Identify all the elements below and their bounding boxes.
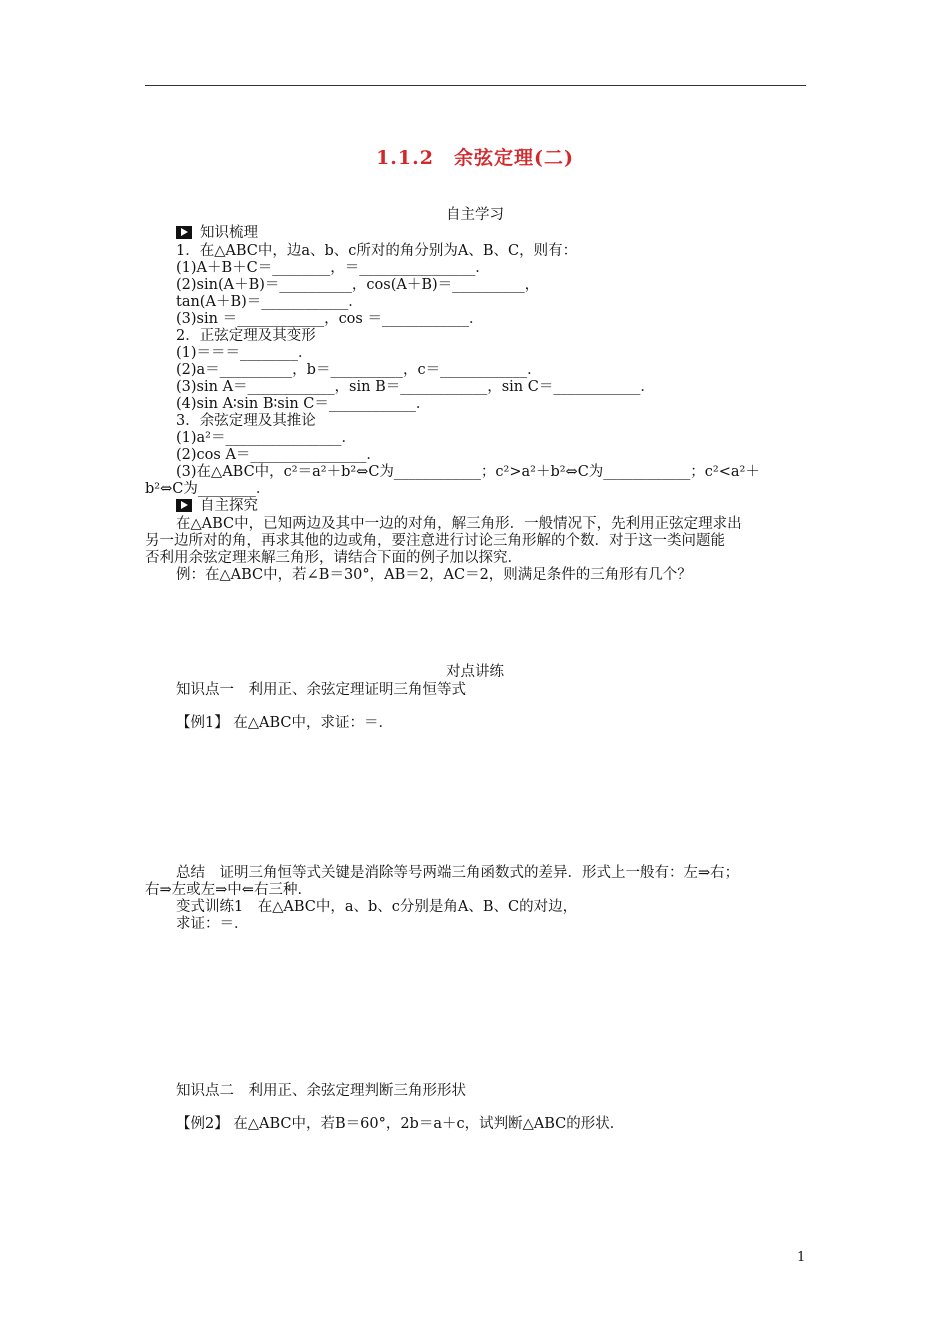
section-heading-zizhu: 自主学习 (446, 207, 504, 223)
paragraph-line: 另一边所对的角，再求其他的边或角，要注意进行讨论三角形解的个数．对于这一类问题能 (145, 533, 725, 549)
text-line: tan(A＋B)＝____________． (176, 294, 363, 310)
paragraph-line: 否利用余弦定理来解三角形，请结合下面的例子加以探究． (145, 550, 522, 566)
page-title: 1.1.2 余弦定理(二) (376, 147, 574, 169)
text-line: (1)a²＝________________． (176, 430, 356, 446)
text-line: 1．在△ABC中，边a、b、c所对的角分别为A、B、C，则有： (176, 243, 578, 259)
play-box-icon (176, 499, 192, 512)
knowledge-point-2: 知识点二 利用正、余弦定理判断三角形形状 (176, 1083, 466, 1099)
text-line: (3)sin ＝____________，cos ＝____________． (176, 311, 484, 327)
subheading-zhishi (176, 225, 258, 241)
text-line: (1)＝＝＝________． (176, 345, 313, 361)
text-line: (2)sin(A＋B)＝__________，cos(A＋B)＝__________， (176, 277, 540, 293)
text-line: 3．余弦定理及其推论 (176, 413, 316, 429)
subheading-label: 自主探究 (200, 498, 258, 514)
summary-line: 右⇒左或左⇒中⇐右三种． (145, 882, 312, 898)
text-line: (4)sin A∶sin B∶sin C＝____________． (176, 396, 431, 412)
knowledge-point-1: 知识点一 利用正、余弦定理证明三角恒等式 (176, 682, 466, 698)
variant-training-1: 变式训练1 在△ABC中，a、b、c分别是角A、B、C的对边， (176, 899, 578, 915)
page-number: 1 (797, 1250, 806, 1265)
header-rule (145, 85, 806, 86)
example-2: 【例2】 在△ABC中，若B＝60°，2b＝a＋c，试判断△ABC的形状． (176, 1116, 625, 1132)
text-line: (1)A＋B＋C＝________，＝________________． (176, 260, 490, 276)
subheading-label: 知识梳理 (200, 225, 258, 241)
play-box-icon (176, 226, 192, 239)
text-line: (3)sin A＝____________，sin B＝____________，sin C＝____________． (176, 379, 655, 395)
example-1: 【例1】 在△ABC中，求证：＝． (176, 715, 393, 731)
paragraph-line: 在△ABC中，已知两边及其中一边的对角，解三角形．一般情况下，先利用正弦定理求出 (176, 516, 742, 532)
text-line: (3)在△ABC中，c²＝a²＋b²⇔C为____________；c²>a²＋b²⇔C为____________；c²<a²＋ (176, 464, 760, 480)
section-heading-duidian: 对点讲练 (446, 664, 504, 680)
text-line: b²⇔C为________． (145, 481, 271, 497)
text-line: (2)cos A＝________________． (176, 447, 381, 463)
text-line: (2)a＝__________，b＝__________，c＝____________． (176, 362, 542, 378)
variant-training-1-proof: 求证：＝． (176, 916, 249, 932)
text-line: 2．正弦定理及其变形 (176, 328, 316, 344)
summary-line: 总结 证明三角恒等式关键是消除等号两端三角函数式的差异．形式上一般有：左⇒右； (176, 865, 740, 881)
paragraph-line: 例：在△ABC中，若∠B＝30°，AB＝2，AC＝2，则满足条件的三角形有几个？ (176, 567, 692, 583)
subheading-tanjiu (176, 498, 258, 514)
